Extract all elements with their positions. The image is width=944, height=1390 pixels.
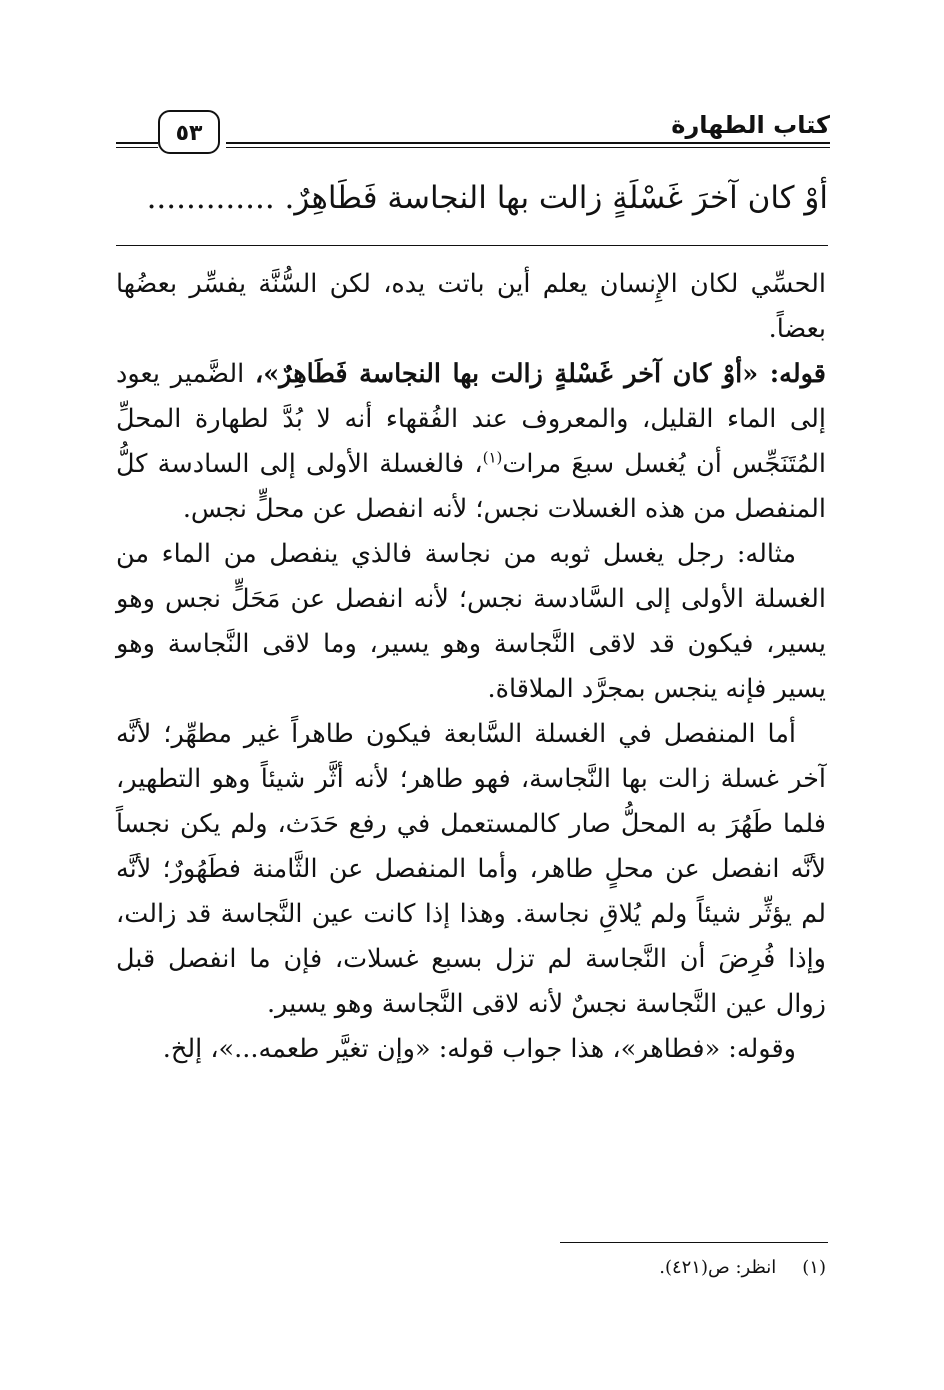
header-rule-left: [116, 142, 158, 144]
header-rule-left-thin: [116, 147, 158, 148]
matn-text: أوْ كان آخرَ غَسْلَةٍ زالت بها النجاسة فَطَاهِرٌ. .............: [146, 180, 828, 216]
paragraph-2: [116, 352, 826, 532]
header-rule: [226, 142, 830, 144]
paragraph-5: وقوله: «فطاهر»، هذا جواب قوله: «وإن تغيَّر طعمه...»، إلخ.: [162, 1034, 796, 1064]
page-number: ٥٣: [158, 110, 220, 154]
footnote-number: (١): [802, 1257, 826, 1278]
matn-separator: [116, 245, 828, 246]
paragraph-4: أما المنفصل في الغسلة السَّابعة فيكون طاهراً غير مطهِّر؛ لأنَّه آخر غسلة زالت بها النَّجاسة، فهو طاهر؛ لأنه أثَّر شيئاً وهو التطهير، فلما طَهُرَ به المحلُّ صار كالمستعمل في رفع حَدَث، ولم يكن نجساً لأنَّه انفصل عن محلٍ طاهر، وأما المنفصل عن الثَّامنة فطَهُورٌ؛ لأنَّه لم يؤثِّر شيئاً ولم يُلاقِ نجاسة. وهذا إذا كانت عين النَّجاسة قد زالت، وإذا فُرِضَ أن النَّجاسة لم تزل بسبع غسلات، فإن ما انفصل قبل زوال عين النَّجاسة نجسٌ لأنه لاقى النَّجاسة وهو يسير.: [116, 719, 826, 1019]
footnote-text: انظر: ص(٤٢١).: [659, 1257, 777, 1278]
paragraph-1: الحسِّي لكان الإِنسان يعلم أين باتت يده، لكن السُّنَّة يفسِّر بعضُها بعضاً.: [116, 269, 826, 344]
footnote-reference[interactable]: (١): [482, 448, 503, 467]
footnote-separator: [560, 1242, 828, 1243]
footnote: [116, 1254, 826, 1282]
running-header: [116, 104, 830, 160]
header-rule-thin: [226, 147, 830, 148]
chapter-title: كتاب الطهارة: [671, 111, 830, 139]
paragraph-3: مثاله: رجل يغسل ثوبه من نجاسة فالذي ينفصل من الماء من الغسلة الأولى إلى السَّادسة نجس؛ لأنه انفصل عن مَحَلٍّ نجس وهو يسير، فيكون قد لاقى النَّجاسة وهو يسير، وما لاقى النَّجاسة وهو يسير فإنه ينجس بمجرَّد الملاقاة.: [116, 539, 826, 704]
paragraph-2-text-end: ، فالغسلة الأولى إلى السادسة كلُّ المنفصل من هذه الغسلات نجس؛ لأنه انفصل عن محلٍّ نجس.: [116, 449, 826, 524]
commentary: [116, 262, 826, 1072]
quoted-matn: قوله: «أوْ كان آخر غَسْلةٍ زالت بها النجاسة فَطَاهِرٌ»،: [254, 359, 826, 389]
paragraph-2-text: الضَّمير يعود إلى الماء القليل، والمعروف عند الفُقهاء أنه لا بُدَّ لطهارة المحلِّ المُتَنَجِّس أن يُغسل سبعَ مرات: [116, 359, 826, 479]
